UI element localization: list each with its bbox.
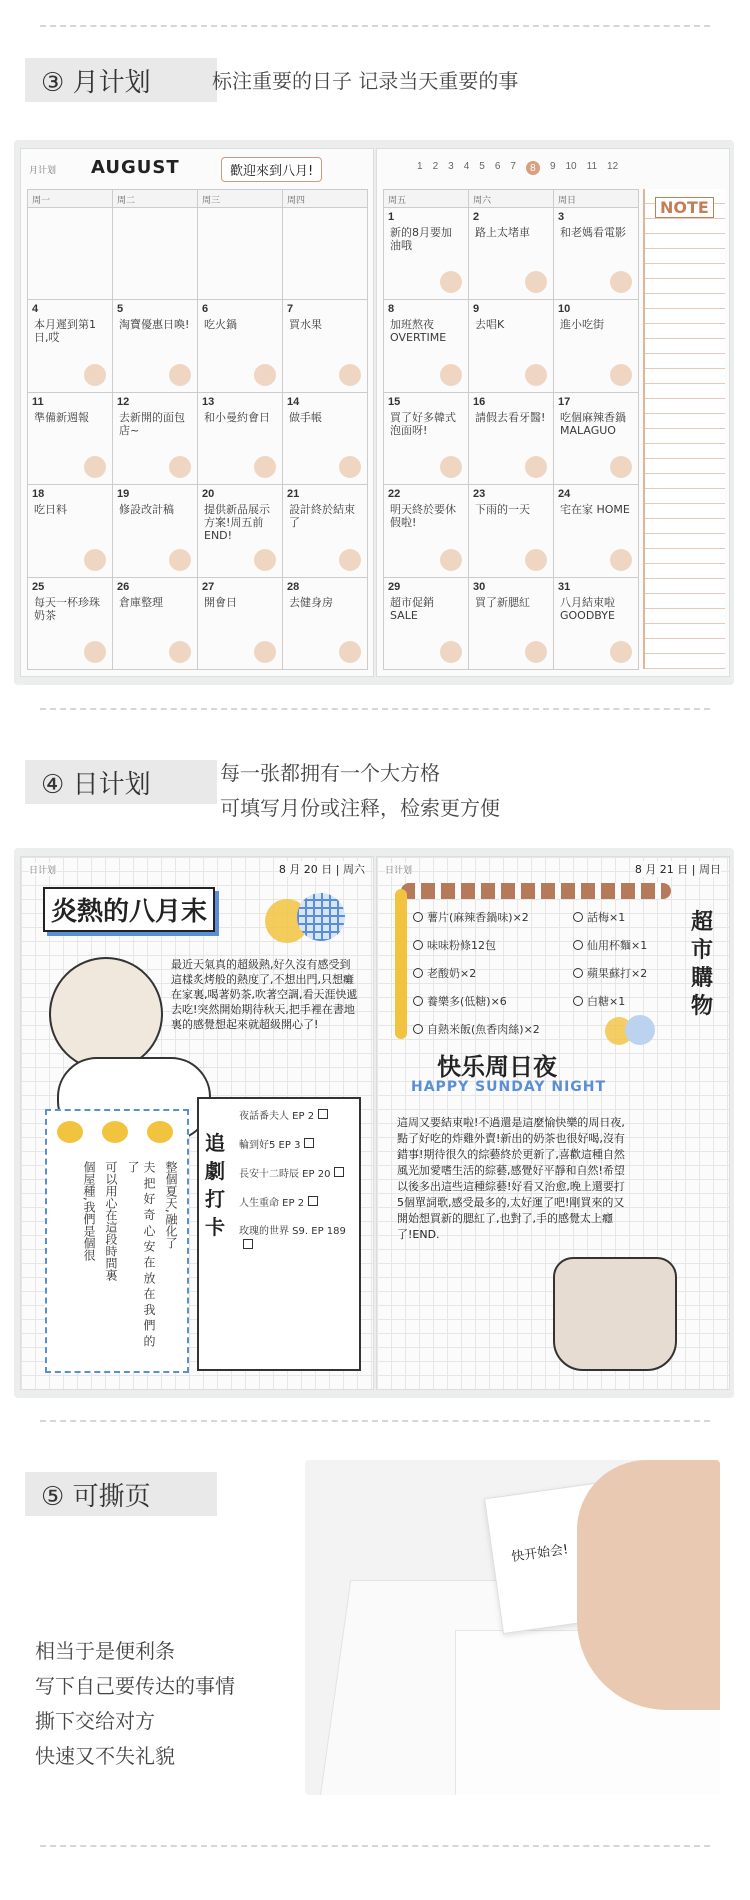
day-note [119, 226, 191, 293]
weekday-header [198, 190, 283, 208]
day-note: 和小曼約會日 [204, 410, 270, 424]
day-number: 2 [473, 211, 480, 223]
day-note: 吃日料 [34, 503, 67, 517]
calendar-cell[interactable] [384, 208, 469, 300]
doodle-deco [440, 641, 462, 663]
day-number: 18 [32, 488, 45, 501]
section4-subtitle-1: 每一张都拥有一个大方格 [220, 761, 440, 785]
calendar-cell[interactable] [469, 393, 554, 485]
day-number: 5 [117, 303, 124, 316]
month-tabs [417, 161, 618, 175]
item-text: 養樂多(低糖)×6 [427, 995, 507, 1008]
calendar-cell[interactable] [113, 485, 198, 577]
month-tab-8[interactable]: 8 [526, 161, 540, 175]
section5-badge [25, 1472, 217, 1516]
weekday-label: 周四 [287, 195, 306, 205]
chain-deco [401, 883, 671, 899]
doodle-deco [169, 641, 191, 663]
month-tab-1[interactable]: 1 [417, 161, 423, 172]
calendar-cell[interactable] [198, 578, 283, 670]
day-number: 17 [558, 395, 571, 408]
day-number: 3 [558, 211, 565, 223]
weekday-header [384, 190, 469, 208]
card-text-column: 個屋種,我們是個很 [82, 1161, 96, 1261]
bullet-circle [413, 940, 423, 950]
day-number: 4 [32, 303, 39, 316]
day-note: 準備新週報 [34, 410, 89, 424]
day-number: 20 [202, 488, 215, 501]
day-left-page [20, 856, 374, 1390]
item-text: 自熱米飯(魚香肉絲)×2 [427, 1023, 540, 1036]
divider [40, 25, 710, 27]
month-tab-7[interactable]: 7 [510, 161, 516, 172]
day-note: 設計終於結束了 [289, 503, 355, 530]
day-number: 27 [202, 580, 215, 593]
day-number: 29 [388, 580, 401, 593]
day-number: 11 [32, 395, 44, 408]
show-title: 輪到好5 EP 3 [239, 1140, 301, 1151]
flower-deco [147, 1121, 173, 1143]
day-number: 21 [287, 488, 300, 501]
calendar-cell[interactable] [384, 393, 469, 485]
page-label: 日计划 [385, 865, 413, 875]
cat-illustration [553, 1257, 677, 1371]
day-number: 25 [32, 580, 45, 593]
section3-badge-text: ③ 月计划 [41, 67, 151, 98]
day-note: 下雨的一天 [475, 503, 530, 517]
calendar-cell[interactable] [469, 578, 554, 670]
calendar-cell[interactable] [113, 578, 198, 670]
month-left-page [20, 148, 374, 677]
hand-illustration [577, 1460, 720, 1710]
tear-page-photo [305, 1460, 720, 1795]
bullet-circle [413, 912, 423, 922]
calendar-cell[interactable] [283, 208, 368, 300]
month-tab-10[interactable]: 10 [565, 161, 577, 172]
day-title: 炎熱的八月末 [43, 887, 215, 932]
calendar-cell[interactable] [113, 393, 198, 485]
weekday-header [283, 190, 368, 208]
day-note [204, 226, 276, 293]
bullet-circle [413, 1024, 423, 1034]
page-label: 月计划 [29, 165, 57, 175]
calendar-cell[interactable] [283, 393, 368, 485]
shopping-row [413, 993, 673, 1009]
calendar-cell[interactable] [469, 208, 554, 300]
day-note: 宅在家 HOME [560, 503, 630, 517]
month-plan-photo [14, 140, 734, 685]
show-title: 夜話番夫人 EP 2 [239, 1111, 315, 1122]
weekday-header [554, 190, 639, 208]
calendar-cell[interactable] [554, 578, 639, 670]
day-note: 去唱K [475, 318, 505, 332]
calendar-cell[interactable] [384, 485, 469, 577]
day-number: 6 [202, 303, 209, 316]
shows-list [239, 1109, 354, 1268]
divider [40, 708, 710, 710]
month-tab-11[interactable]: 11 [586, 161, 598, 172]
doodle-deco [339, 364, 361, 386]
show-item [239, 1167, 354, 1182]
doodle-deco [169, 549, 191, 571]
weekday-label: 周六 [473, 195, 492, 205]
day-number: 22 [388, 488, 401, 501]
day-note: 明天終於要休假啦! [390, 503, 456, 530]
section5-line-4: 快速又不失礼貌 [35, 1744, 175, 1768]
bullet-circle [573, 968, 583, 978]
day-note [34, 226, 106, 293]
doodle-deco [339, 641, 361, 663]
weekday-header [113, 190, 198, 208]
doodle-deco [254, 641, 276, 663]
month-tab-6[interactable]: 6 [494, 161, 501, 172]
calendar-cell[interactable] [28, 485, 113, 577]
bullet-circle [413, 996, 423, 1006]
month-right-page [376, 148, 730, 677]
day-number: 28 [287, 580, 300, 593]
day-date: 8 月 20 日 | 周六 [278, 863, 365, 876]
day-number: 26 [117, 580, 130, 593]
note-column [643, 189, 725, 669]
shopping-item[interactable] [413, 965, 563, 981]
doodle-deco [525, 364, 547, 386]
month-tab-9[interactable]: 9 [549, 161, 556, 172]
day-note: 倉庫整理 [119, 595, 163, 609]
day-number: 10 [558, 303, 571, 316]
sticky-note-text: 快开始会! [510, 1542, 570, 1566]
weekday-label: 周三 [202, 195, 221, 205]
doodle-deco [610, 549, 632, 571]
day-note: 請假去看牙醫! [475, 410, 546, 424]
day-note: 吃個麻辣香鍋 MALAGUO [560, 410, 626, 437]
doodle-deco [525, 641, 547, 663]
night-heading-en: HAPPY SUNDAY NIGHT [411, 1079, 607, 1095]
section5-line-3: 撕下交给对方 [35, 1709, 155, 1733]
day-note: 加班熬夜 OVERTIME [390, 318, 447, 345]
calendar-cell[interactable] [198, 208, 283, 300]
item-text: 蘋果蘇打×2 [587, 967, 648, 980]
yellow-card [45, 1109, 189, 1373]
weekday-label: 周五 [388, 195, 407, 205]
bullet-circle [573, 996, 583, 1006]
day-note: 修設改計稿 [119, 503, 174, 517]
note-label: NOTE [655, 197, 714, 218]
doodle-deco [84, 641, 106, 663]
doodle-deco [610, 364, 632, 386]
day-date: 8 月 21 日 | 周日 [634, 863, 721, 876]
show-item [239, 1225, 354, 1254]
day-plan-photo [14, 848, 734, 1398]
bullet-circle [573, 912, 583, 922]
checkbox[interactable] [243, 1239, 253, 1249]
flower-deco [102, 1121, 128, 1143]
day-number: 1 [388, 211, 395, 223]
item-text: 薯片(麻辣香鍋味)×2 [427, 911, 529, 924]
calendar-cell[interactable] [384, 300, 469, 392]
calendar-cell[interactable] [113, 300, 198, 392]
calendar-cell[interactable] [554, 393, 639, 485]
calendar-cell[interactable] [554, 300, 639, 392]
item-text: 仙用杯麵×1 [587, 939, 648, 952]
day-note: 買了新腮紅 [475, 595, 530, 609]
day-note: 進小吃街 [560, 318, 604, 332]
item-text: 白糖×1 [587, 995, 626, 1008]
bullet-circle [573, 940, 583, 950]
day-number: 24 [558, 488, 571, 501]
shopping-item[interactable] [413, 993, 563, 1009]
section5-line-2: 写下自己要传达的事情 [35, 1674, 235, 1698]
day-number: 7 [287, 303, 294, 316]
calendar-cell[interactable] [113, 208, 198, 300]
month-title: AUGUST [91, 157, 180, 178]
blue-circle-deco [625, 1015, 655, 1045]
calendar-cell[interactable] [198, 485, 283, 577]
day-number: 19 [117, 488, 130, 501]
day-number: 12 [117, 395, 130, 408]
yellow-bar-deco [395, 889, 407, 1039]
day-note: 開會日 [204, 595, 237, 609]
day-number: 23 [473, 488, 486, 501]
weekday-label: 周一 [32, 195, 51, 205]
shopping-item[interactable] [573, 909, 625, 925]
doodle-deco [339, 549, 361, 571]
shopping-item[interactable] [573, 965, 647, 981]
show-title: 玫瑰的世界 S9. EP 189 [239, 1226, 346, 1237]
checkbox[interactable] [318, 1109, 328, 1119]
calendar-cell[interactable] [198, 393, 283, 485]
shopping-title: 超市購物 [691, 910, 714, 1019]
day-note [289, 226, 361, 293]
item-text: 話梅×1 [587, 911, 626, 924]
weekday-label: 周二 [117, 195, 136, 205]
calendar-cell[interactable] [283, 578, 368, 670]
calendar-cell[interactable] [469, 485, 554, 577]
calendar-cell[interactable] [28, 578, 113, 670]
doodle-deco [525, 549, 547, 571]
day-number: 9 [473, 303, 480, 316]
day-number: 30 [473, 580, 486, 593]
calendar-cell[interactable] [554, 208, 639, 300]
shows-box [197, 1097, 361, 1371]
calendar-cell[interactable] [198, 300, 283, 392]
checkbox[interactable] [334, 1167, 344, 1177]
divider [40, 1420, 710, 1422]
section5-badge-text: ⑤ 可撕页 [41, 1481, 151, 1512]
card-text-column: 夫 把 好 奇 心 安 在 放 在 我 們 的 了 [126, 1161, 156, 1347]
doodle-deco [169, 364, 191, 386]
weekday-label: 周日 [558, 195, 577, 205]
show-title: 長安十二時辰 EP 20 [239, 1169, 331, 1180]
calendar-cell[interactable] [283, 300, 368, 392]
day-note: 淘寶優惠日喚! [119, 318, 190, 332]
doodle-deco [440, 364, 462, 386]
section3-subtitle: 标注重要的日子 记录当天重要的事 [212, 69, 519, 93]
day-note: 吃火鍋 [204, 318, 237, 332]
doodle-deco [440, 549, 462, 571]
calendar-cell[interactable] [28, 208, 113, 300]
day-number: 8 [388, 303, 395, 316]
checkbox[interactable] [308, 1196, 318, 1206]
day-note: 超市促銷 SALE [390, 595, 434, 622]
section5-line-1: 相当于是便利条 [35, 1639, 175, 1663]
weekday-header [469, 190, 554, 208]
shopping-row [413, 965, 673, 981]
card-text-column: 可以用心在這段時間裏 [104, 1161, 118, 1281]
calendar-cell[interactable] [28, 300, 113, 392]
day-paragraph: 最近天氣真的超級熱,好久沒有感受到這樣炙烤般的熱度了,不想出門,只想癱在家裏,喝著奶茶,吹著空調,看天涯快遞去吃!突然開始期待秋天,把手裡在書地裏的感覺想起來就超級開心了! [171, 958, 358, 1031]
month-tab-12[interactable]: 12 [607, 161, 619, 172]
divider [40, 1845, 710, 1847]
checkbox[interactable] [304, 1138, 314, 1148]
calendar-cell[interactable] [28, 393, 113, 485]
page-label: 日计划 [29, 865, 57, 875]
shopping-item[interactable] [573, 937, 647, 953]
doodle-deco [254, 364, 276, 386]
day-number: 15 [388, 395, 401, 408]
shows-side-text: 追劇打卡 [205, 1131, 225, 1239]
shopping-item[interactable] [413, 937, 563, 953]
day-note: 做手帳 [289, 410, 322, 424]
girl-illustration [49, 957, 163, 1071]
section3-badge [25, 58, 217, 102]
day-note: 本月遲到第1日,哎 [34, 318, 96, 345]
day-note: 去健身房 [289, 595, 333, 609]
card-lines [55, 1161, 179, 1363]
day-note: 新的8月要加油哦 [390, 226, 452, 252]
day-number: 31 [558, 580, 571, 593]
card-text-column: 整個夏天,融化了 [164, 1161, 178, 1249]
section4-badge [25, 760, 217, 804]
show-item [239, 1109, 354, 1124]
day-note: 八月結束啦 GOODBYE [560, 595, 615, 622]
shopping-item[interactable] [413, 909, 563, 925]
calendar-cell[interactable] [283, 485, 368, 577]
day-note: 路上太堵車 [475, 226, 530, 239]
day-right-page [376, 856, 730, 1390]
doodle-deco [254, 549, 276, 571]
calendar-cell[interactable] [554, 485, 639, 577]
month-tab-4[interactable]: 4 [463, 161, 470, 172]
flower-deco [57, 1121, 83, 1143]
doodle-deco [84, 364, 106, 386]
show-item [239, 1138, 354, 1153]
month-tab-3[interactable]: 3 [448, 161, 454, 172]
month-banner: 歡迎來到八月! [221, 157, 322, 182]
weekday-header [28, 190, 113, 208]
month-tab-2[interactable]: 2 [432, 161, 439, 172]
show-item [239, 1196, 354, 1211]
day-number: 16 [473, 395, 486, 408]
month-tab-5[interactable]: 5 [479, 161, 485, 172]
doodle-deco [84, 549, 106, 571]
shopping-item[interactable] [413, 1021, 563, 1037]
doodle-deco [610, 641, 632, 663]
section4-badge-text: ④ 日计划 [41, 769, 151, 800]
shopping-item[interactable] [573, 993, 625, 1009]
shopping-row [413, 937, 673, 953]
show-title: 人生重命 EP 2 [239, 1198, 305, 1209]
shopping-row [413, 909, 673, 925]
item-text: 味味粉條12包 [427, 939, 496, 952]
month-grid-right [383, 189, 639, 670]
blue-circle-deco [297, 893, 345, 941]
day-note: 每天一杯珍珠奶茶 [34, 595, 100, 622]
day-number: 14 [287, 395, 300, 408]
night-paragraph: 這周又要結束啦!不過還是這麼愉快樂的周日夜,點了好吃的炸雞外賣!新出的奶茶也很好喝,沒有錯事!期待很久的綜藝終於更新了,喜歡這種自然風光加愛嗜生活的綜藝,感覺好平靜和自然!希望以後多出這些這種綜藝!好看又治愈,晚上還要打5個單詞歌,感受最多的,太好運了吧!剛買來的又開始想買新的腮紅了,也對了,手的感覺太上癮了!END. [397, 1116, 625, 1241]
day-note: 去新開的面包店~ [119, 410, 185, 437]
calendar-cell[interactable] [469, 300, 554, 392]
day-note: 買水果 [289, 318, 322, 332]
item-text: 老酸奶×2 [427, 967, 477, 980]
night-heading: 快乐周日夜 [437, 1053, 557, 1081]
calendar-cell[interactable] [384, 578, 469, 670]
day-note: 提供新品展示方案!周五前END! [204, 503, 270, 543]
bullet-circle [413, 968, 423, 978]
day-number: 13 [202, 395, 215, 408]
month-grid-left [27, 189, 368, 670]
day-note: 買了好多韓式泡面呀! [390, 410, 456, 437]
day-note: 和老媽看電影 [560, 226, 626, 239]
section4-subtitle-2: 可填写月份或注释，检索更方便 [220, 796, 500, 820]
